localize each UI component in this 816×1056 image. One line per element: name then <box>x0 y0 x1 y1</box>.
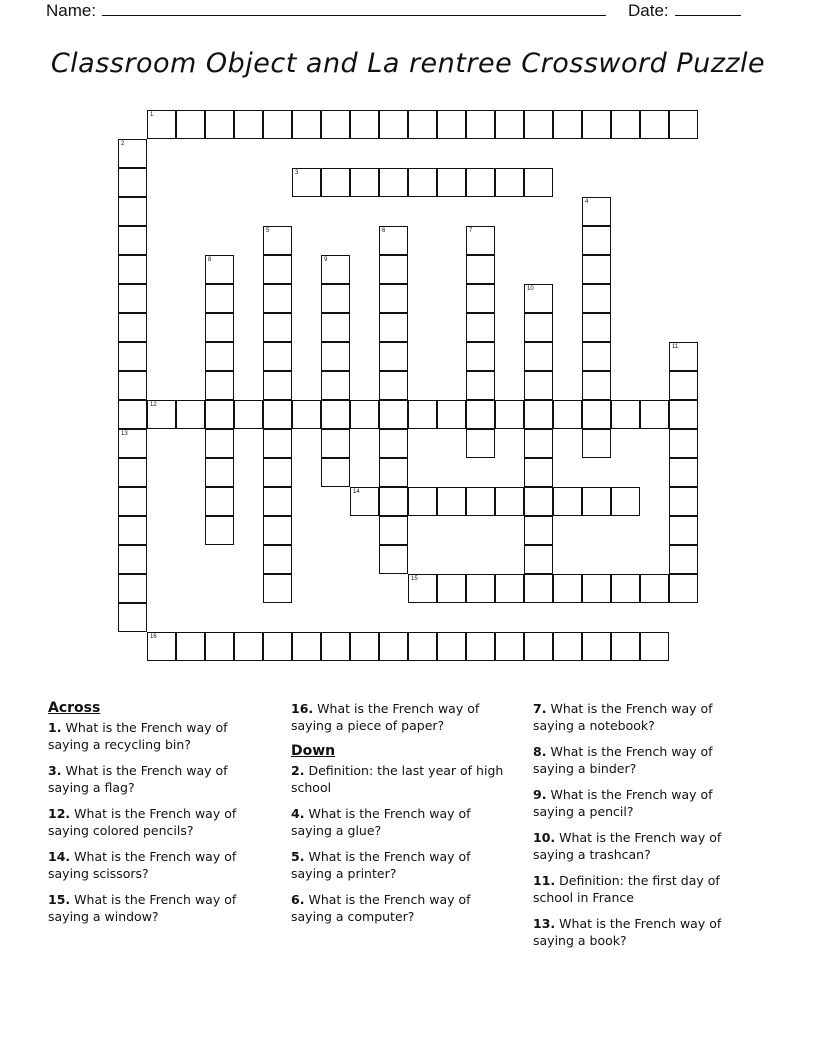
clue-text: Definition: the last year of high school <box>291 763 504 795</box>
crossword-cell[interactable] <box>466 168 495 197</box>
crossword-cell[interactable] <box>495 487 524 516</box>
clue-item <box>291 891 513 925</box>
crossword-cell[interactable] <box>118 400 147 429</box>
clue-item <box>533 743 755 777</box>
crossword-cell[interactable] <box>640 110 669 139</box>
crossword-cell[interactable] <box>263 313 292 342</box>
clue-column-3 <box>533 700 755 958</box>
crossword-cell[interactable] <box>437 632 466 661</box>
clue-item <box>291 848 513 882</box>
crossword-cell[interactable] <box>379 313 408 342</box>
cell-number: 7 <box>469 228 473 234</box>
crossword-cell[interactable] <box>582 226 611 255</box>
crossword-cell[interactable] <box>118 284 147 313</box>
cell-number: 3 <box>295 170 299 176</box>
crossword-cell[interactable] <box>582 574 611 603</box>
clue-item <box>48 762 270 796</box>
crossword-cell[interactable] <box>379 516 408 545</box>
cell-number: 15 <box>411 576 418 582</box>
crossword-cell[interactable] <box>379 487 408 516</box>
crossword-cell[interactable] <box>379 284 408 313</box>
crossword-cell[interactable] <box>466 284 495 313</box>
crossword-cell[interactable] <box>176 632 205 661</box>
crossword-cell[interactable] <box>379 429 408 458</box>
crossword-cell[interactable] <box>466 226 495 255</box>
clue-text: What is the French way of saying a printer? <box>291 849 471 881</box>
clue-item <box>533 829 755 863</box>
clue-number: 5. <box>291 849 305 864</box>
crossword-cell[interactable] <box>292 400 321 429</box>
crossword-cell[interactable] <box>495 168 524 197</box>
cell-number: 11 <box>672 344 679 350</box>
crossword-cell[interactable] <box>205 371 234 400</box>
crossword-cell[interactable] <box>118 545 147 574</box>
crossword-cell[interactable] <box>379 458 408 487</box>
clue-text: What is the French way of saying a computer? <box>291 892 471 924</box>
crossword-cell[interactable] <box>118 255 147 284</box>
crossword-cell[interactable] <box>524 458 553 487</box>
crossword-cell[interactable] <box>466 342 495 371</box>
crossword-cell[interactable] <box>640 632 669 661</box>
clue-column-1 <box>48 700 270 934</box>
crossword-cell[interactable] <box>263 516 292 545</box>
clue-text: What is the French way of saying colored pencils? <box>48 806 237 838</box>
cell-number: 14 <box>353 489 360 495</box>
clue-item <box>533 915 755 949</box>
crossword-cell[interactable] <box>321 110 350 139</box>
clue-number: 1. <box>48 720 62 735</box>
clue-text: What is the French way of saying scissors? <box>48 849 237 881</box>
crossword-cell[interactable] <box>321 400 350 429</box>
crossword-cell[interactable] <box>263 110 292 139</box>
crossword-cell[interactable] <box>582 197 611 226</box>
crossword-cell[interactable] <box>582 255 611 284</box>
crossword-cell[interactable] <box>408 632 437 661</box>
crossword-cell[interactable] <box>582 487 611 516</box>
crossword-cell[interactable] <box>147 400 176 429</box>
crossword-cell[interactable] <box>582 632 611 661</box>
crossword-cell[interactable] <box>437 110 466 139</box>
crossword-cell[interactable] <box>205 110 234 139</box>
clue-number: 10. <box>533 830 556 845</box>
crossword-cell[interactable] <box>176 400 205 429</box>
crossword-cell[interactable] <box>118 458 147 487</box>
cell-number: 6 <box>382 228 386 234</box>
crossword-cell[interactable] <box>118 487 147 516</box>
crossword-cell[interactable] <box>611 400 640 429</box>
crossword-cell[interactable] <box>147 632 176 661</box>
crossword-cell[interactable] <box>118 342 147 371</box>
clue-number: 6. <box>291 892 305 907</box>
crossword-cell[interactable] <box>321 371 350 400</box>
crossword-cell[interactable] <box>524 371 553 400</box>
crossword-cell[interactable] <box>524 545 553 574</box>
crossword-cell[interactable] <box>118 371 147 400</box>
crossword-cell[interactable] <box>350 487 379 516</box>
crossword-cell[interactable] <box>611 110 640 139</box>
crossword-cell[interactable] <box>553 487 582 516</box>
crossword-cell[interactable] <box>205 458 234 487</box>
crossword-cell[interactable] <box>466 371 495 400</box>
crossword-cell[interactable] <box>234 400 263 429</box>
clue-number: 11. <box>533 873 556 888</box>
crossword-cell[interactable] <box>263 284 292 313</box>
crossword-cell[interactable] <box>263 255 292 284</box>
crossword-cell[interactable] <box>669 371 698 400</box>
crossword-cell[interactable] <box>205 313 234 342</box>
clue-item <box>48 891 270 925</box>
crossword-cell[interactable] <box>263 429 292 458</box>
crossword-cell[interactable] <box>379 110 408 139</box>
crossword-cell[interactable] <box>582 429 611 458</box>
crossword-cell[interactable] <box>118 516 147 545</box>
crossword-cell[interactable] <box>205 487 234 516</box>
crossword-cell[interactable] <box>669 545 698 574</box>
crossword-cell[interactable] <box>466 400 495 429</box>
clue-item <box>533 700 755 734</box>
crossword-cell[interactable] <box>263 545 292 574</box>
crossword-cell[interactable] <box>350 168 379 197</box>
clue-number: 15. <box>48 892 71 907</box>
clue-item <box>533 786 755 820</box>
crossword-cell[interactable] <box>669 458 698 487</box>
cell-number: 10 <box>527 286 534 292</box>
crossword-cell[interactable] <box>408 487 437 516</box>
crossword-cell[interactable] <box>205 255 234 284</box>
crossword-cell[interactable] <box>669 110 698 139</box>
clue-number: 7. <box>533 701 547 716</box>
crossword-cell[interactable] <box>234 632 263 661</box>
clue-text: What is the French way of saying a piece of paper? <box>291 701 480 733</box>
crossword-cell[interactable] <box>524 342 553 371</box>
clue-number: 9. <box>533 787 547 802</box>
crossword-cell[interactable] <box>553 632 582 661</box>
clue-item <box>291 805 513 839</box>
crossword-cell[interactable] <box>640 400 669 429</box>
crossword-cell[interactable] <box>669 574 698 603</box>
crossword-cell[interactable] <box>582 400 611 429</box>
clue-number: 2. <box>291 763 305 778</box>
clue-text: What is the French way of saying a pencil? <box>533 787 713 819</box>
crossword-cell[interactable] <box>408 168 437 197</box>
crossword-cell[interactable] <box>611 487 640 516</box>
crossword-cell[interactable] <box>408 110 437 139</box>
crossword-cell[interactable] <box>205 400 234 429</box>
page-title: Classroom Object and La rentree Crossword Puzzle <box>50 48 766 79</box>
crossword-cell[interactable] <box>321 429 350 458</box>
clue-item <box>48 719 270 753</box>
crossword-cell[interactable] <box>582 110 611 139</box>
crossword-cell[interactable] <box>524 168 553 197</box>
crossword-cell[interactable] <box>321 458 350 487</box>
crossword-cell[interactable] <box>553 110 582 139</box>
crossword-cell[interactable] <box>437 168 466 197</box>
cell-number: 12 <box>150 402 157 408</box>
crossword-cell[interactable] <box>205 429 234 458</box>
clue-item <box>48 805 270 839</box>
crossword-cell[interactable] <box>321 168 350 197</box>
clue-text: What is the French way of saying a glue? <box>291 806 471 838</box>
crossword-cell[interactable] <box>582 284 611 313</box>
crossword-cell[interactable] <box>205 516 234 545</box>
crossword-cell[interactable] <box>466 574 495 603</box>
crossword-cell[interactable] <box>524 110 553 139</box>
crossword-cell[interactable] <box>234 110 263 139</box>
down-heading: Down <box>291 743 336 759</box>
name-label: Name: <box>46 1 97 20</box>
crossword-cell[interactable] <box>524 632 553 661</box>
across-heading: Across <box>48 700 101 716</box>
crossword-cell[interactable] <box>379 400 408 429</box>
crossword-cell[interactable] <box>205 342 234 371</box>
crossword-cell[interactable] <box>292 632 321 661</box>
crossword-cell[interactable] <box>524 516 553 545</box>
crossword-cell[interactable] <box>147 110 176 139</box>
crossword-cell[interactable] <box>350 400 379 429</box>
crossword-cell[interactable] <box>118 603 147 632</box>
clue-item <box>533 872 755 906</box>
date-label: Date: <box>628 1 669 20</box>
crossword-cell[interactable] <box>263 574 292 603</box>
clue-number: 12. <box>48 806 71 821</box>
crossword-cell[interactable] <box>408 574 437 603</box>
crossword-cell[interactable] <box>321 342 350 371</box>
crossword-cell[interactable] <box>669 429 698 458</box>
crossword-cell[interactable] <box>176 110 205 139</box>
crossword-cell[interactable] <box>553 400 582 429</box>
crossword-cell[interactable] <box>669 487 698 516</box>
crossword-cell[interactable] <box>495 400 524 429</box>
crossword-cell[interactable] <box>321 313 350 342</box>
crossword-cell[interactable] <box>466 632 495 661</box>
crossword-cell[interactable] <box>582 313 611 342</box>
crossword-cell[interactable] <box>263 632 292 661</box>
cell-number: 13 <box>121 431 128 437</box>
crossword-cell[interactable] <box>118 139 147 168</box>
crossword-cell[interactable] <box>118 313 147 342</box>
clue-number: 13. <box>533 916 556 931</box>
clue-item <box>291 762 513 796</box>
crossword-cell[interactable] <box>321 255 350 284</box>
crossword-cell[interactable] <box>118 168 147 197</box>
clue-text: What is the French way of saying a notebook? <box>533 701 713 733</box>
clue-text: Definition: the first day of school in France <box>533 873 720 905</box>
crossword-cell[interactable] <box>118 226 147 255</box>
crossword-cell[interactable] <box>495 110 524 139</box>
crossword-cell[interactable] <box>669 516 698 545</box>
crossword-cell[interactable] <box>466 255 495 284</box>
crossword-cell[interactable] <box>292 168 321 197</box>
crossword-cell[interactable] <box>379 632 408 661</box>
crossword-cell[interactable] <box>379 545 408 574</box>
clue-number: 8. <box>533 744 547 759</box>
cell-number: 4 <box>585 199 589 205</box>
crossword-cell[interactable] <box>466 487 495 516</box>
clue-column-2 <box>291 700 513 934</box>
crossword-cell[interactable] <box>205 284 234 313</box>
crossword-cell[interactable] <box>350 110 379 139</box>
crossword-cell[interactable] <box>524 429 553 458</box>
crossword-cell[interactable] <box>466 313 495 342</box>
crossword-cell[interactable] <box>350 632 379 661</box>
crossword-cell[interactable] <box>669 400 698 429</box>
crossword-cell[interactable] <box>379 255 408 284</box>
cell-number: 5 <box>266 228 270 234</box>
crossword-cell[interactable] <box>118 429 147 458</box>
crossword-cell[interactable] <box>379 371 408 400</box>
clue-text: What is the French way of saying a recycling bin? <box>48 720 228 752</box>
crossword-cell[interactable] <box>611 574 640 603</box>
crossword-cell[interactable] <box>292 110 321 139</box>
crossword-cell[interactable] <box>524 313 553 342</box>
crossword-cell[interactable] <box>379 168 408 197</box>
crossword-cell[interactable] <box>669 342 698 371</box>
crossword-cell[interactable] <box>524 487 553 516</box>
crossword-cell[interactable] <box>379 226 408 255</box>
crossword-cell[interactable] <box>524 574 553 603</box>
clue-text: What is the French way of saying a book? <box>533 916 722 948</box>
crossword-cell[interactable] <box>263 226 292 255</box>
crossword-cell[interactable] <box>205 632 234 661</box>
crossword-cell[interactable] <box>263 400 292 429</box>
crossword-cell[interactable] <box>466 429 495 458</box>
clue-item <box>48 848 270 882</box>
clue-text: What is the French way of saying a window? <box>48 892 237 924</box>
cell-number: 8 <box>208 257 212 263</box>
crossword-cell[interactable] <box>263 342 292 371</box>
cell-number: 16 <box>150 634 157 640</box>
crossword-cell[interactable] <box>118 197 147 226</box>
crossword-cell[interactable] <box>582 371 611 400</box>
cell-number: 1 <box>150 112 154 118</box>
crossword-cell[interactable] <box>379 342 408 371</box>
crossword-cell[interactable] <box>118 574 147 603</box>
clue-text: What is the French way of saying a binder? <box>533 744 713 776</box>
cell-number: 2 <box>121 141 125 147</box>
crossword-cell[interactable] <box>437 487 466 516</box>
clue-number: 3. <box>48 763 62 778</box>
crossword-cell[interactable] <box>611 632 640 661</box>
clue-text: What is the French way of saying a flag? <box>48 763 228 795</box>
crossword-cell[interactable] <box>437 400 466 429</box>
clue-number: 16. <box>291 701 314 716</box>
crossword-cell[interactable] <box>263 458 292 487</box>
crossword-cell[interactable] <box>408 400 437 429</box>
crossword-cell[interactable] <box>553 574 582 603</box>
crossword-cell[interactable] <box>263 487 292 516</box>
cell-number: 9 <box>324 257 328 263</box>
crossword-cell[interactable] <box>437 574 466 603</box>
crossword-cell[interactable] <box>582 342 611 371</box>
crossword-cell[interactable] <box>640 574 669 603</box>
crossword-cell[interactable] <box>263 371 292 400</box>
crossword-cell[interactable] <box>524 284 553 313</box>
crossword-cell[interactable] <box>524 400 553 429</box>
clue-text: What is the French way of saying a trashcan? <box>533 830 722 862</box>
clue-number: 14. <box>48 849 71 864</box>
crossword-cell[interactable] <box>321 632 350 661</box>
clue-number: 4. <box>291 806 305 821</box>
crossword-cell[interactable] <box>321 284 350 313</box>
crossword-cell[interactable] <box>495 632 524 661</box>
crossword-cell[interactable] <box>466 110 495 139</box>
clue-item <box>291 700 513 734</box>
crossword-cell[interactable] <box>495 574 524 603</box>
